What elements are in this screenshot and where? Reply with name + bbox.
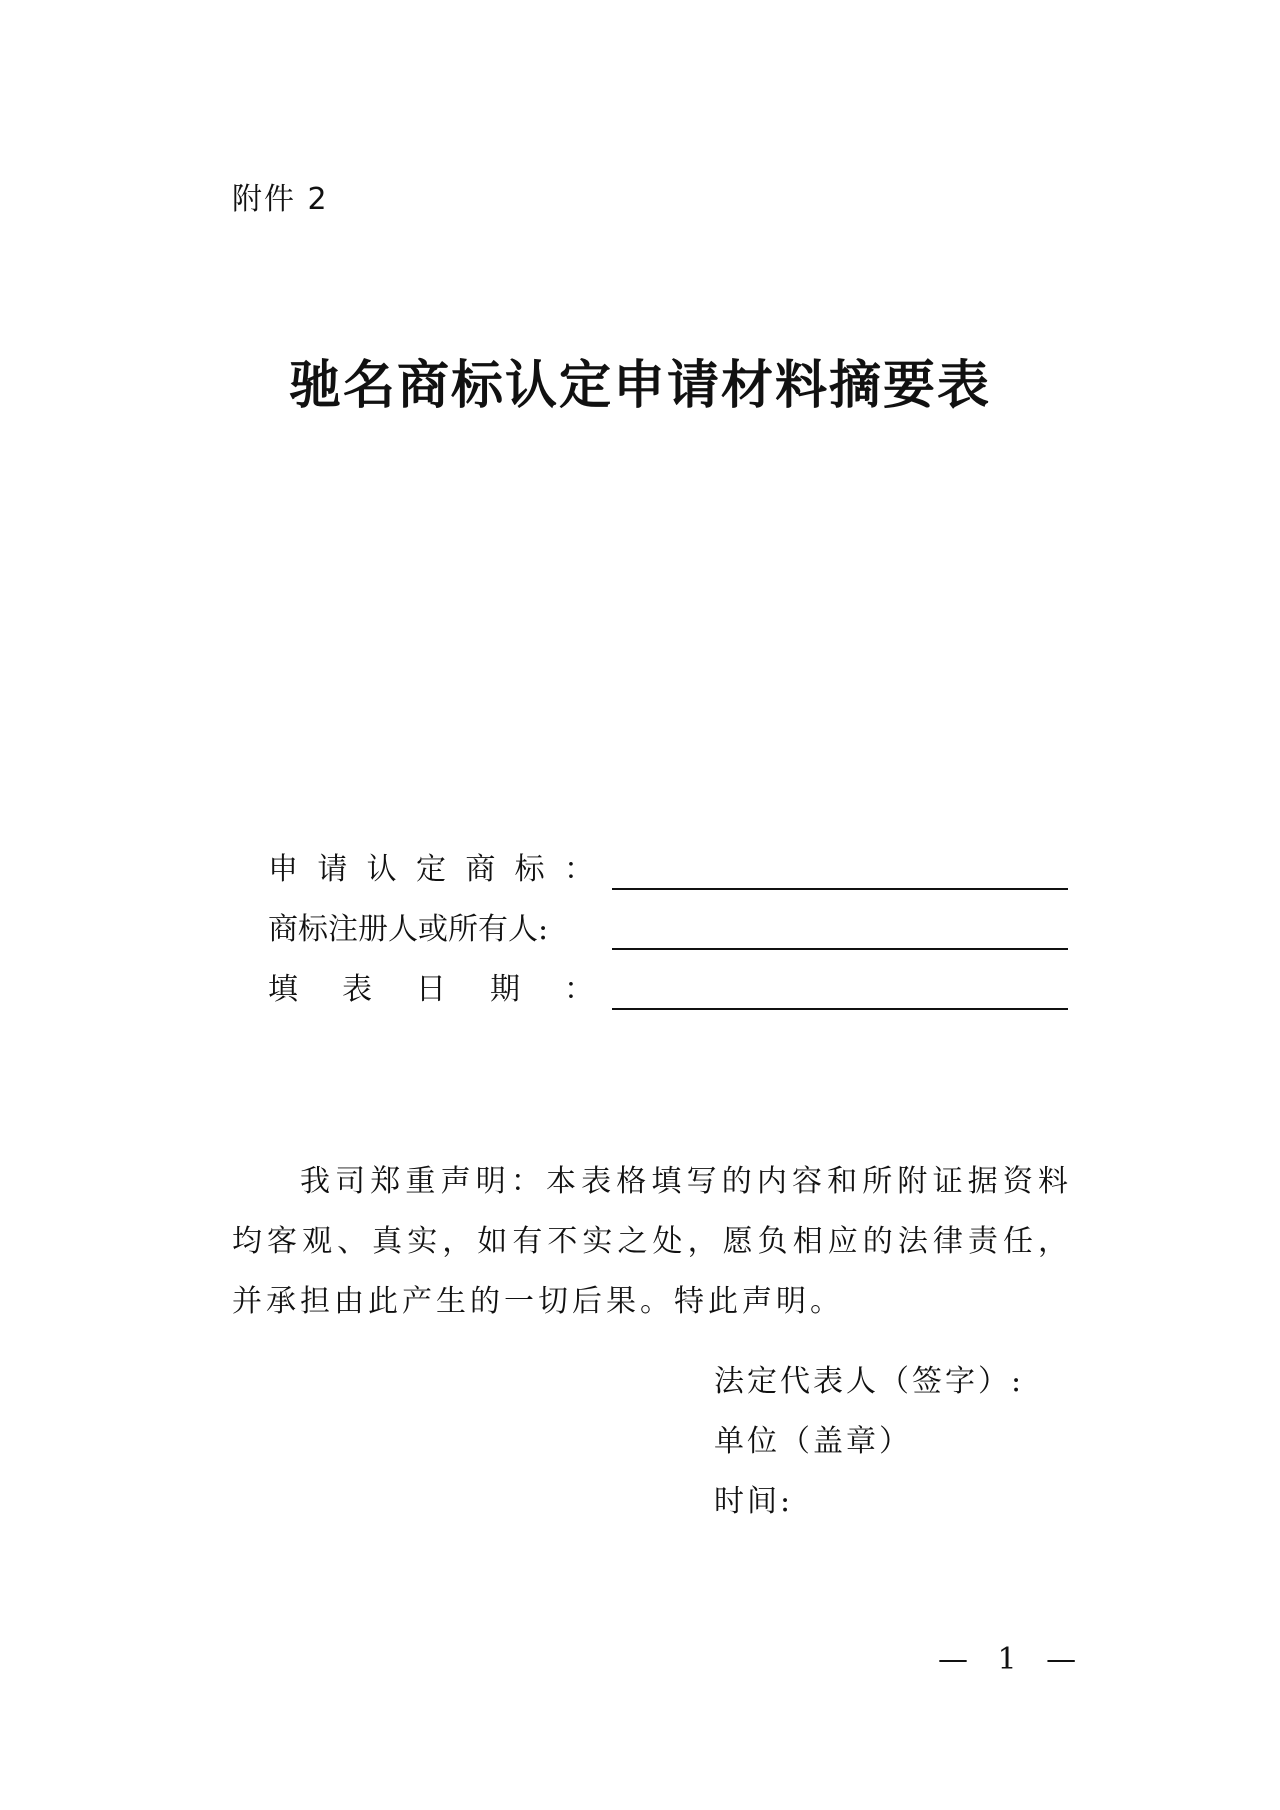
attachment-label: 附件 2: [232, 182, 329, 217]
signature-representative: 法定代表人（签字）:: [714, 1364, 1025, 1399]
field-input-registrant[interactable]: [612, 908, 1068, 950]
page-number: — 1 —: [938, 1642, 1087, 1677]
declaration-text: 我司郑重声明：本表格填写的内容和所附证据资料均客观、真实，如有不实之处，愿负相应的法律责任，并承担由此产生的一切后果。特此声明。: [232, 1164, 1072, 1319]
signature-time: 时间:: [714, 1484, 794, 1519]
field-label-registrant: 商标注册人或所有人:: [268, 912, 549, 947]
field-label-date: 填 表 日 期 ：: [268, 972, 594, 1007]
field-label-trademark: 申 请 认 定 商 标 ：: [268, 852, 594, 887]
document-title: 驰名商标认定申请材料摘要表: [288, 356, 991, 416]
field-row-registrant: [268, 900, 1068, 950]
field-input-trademark[interactable]: [612, 848, 1068, 890]
field-row-trademark: [268, 840, 1068, 890]
signature-unit: 单位（盖章）: [714, 1424, 912, 1459]
field-row-date: [268, 960, 1068, 1010]
signature-block: [714, 1352, 1024, 1532]
field-input-date[interactable]: [612, 968, 1068, 1010]
